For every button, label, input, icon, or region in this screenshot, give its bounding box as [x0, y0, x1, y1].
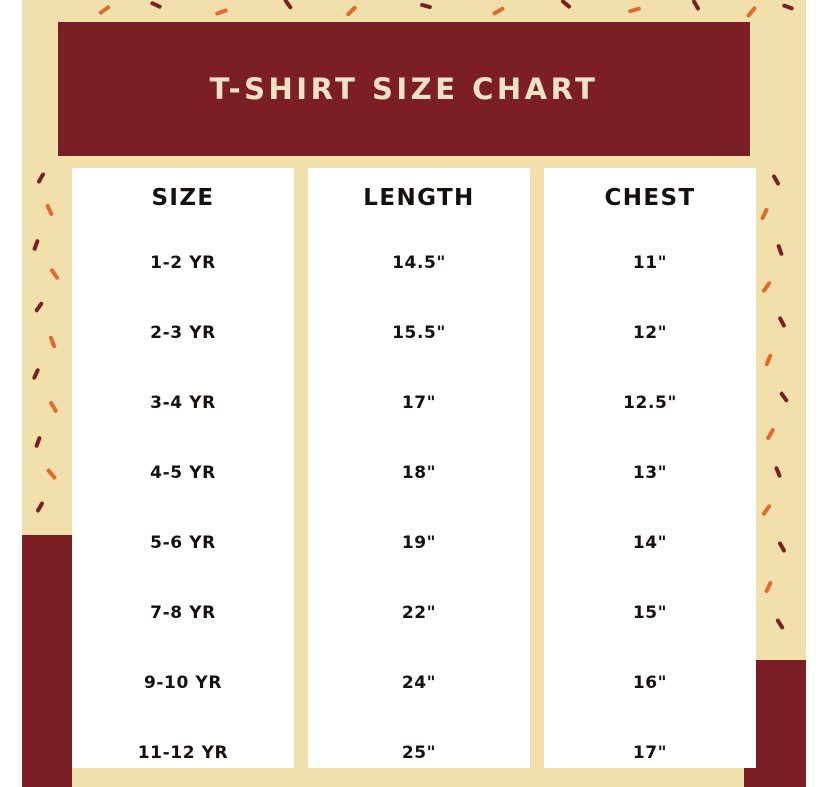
decorative-block-bottom-left [22, 535, 72, 787]
confetti-dash [764, 353, 773, 367]
page-title: T-SHIRT SIZE CHART [209, 72, 599, 106]
confetti-dash [782, 3, 795, 11]
confetti-dash [34, 301, 44, 313]
confetti-dash [774, 466, 782, 479]
confetti-dash [345, 5, 357, 17]
table-cell: 7-8 YR [150, 603, 216, 624]
table-column-length [308, 168, 530, 768]
table-cell: 25" [401, 743, 437, 764]
table-cell: 11" [632, 253, 668, 274]
confetti-dash [48, 335, 56, 349]
table-cell: 24" [401, 673, 437, 694]
table-cell: 14" [632, 533, 668, 554]
confetti-dash [32, 368, 41, 381]
table-cell: 15" [632, 603, 668, 624]
confetti-dash [49, 268, 60, 281]
confetti-dash [49, 400, 59, 413]
table-cell: 13" [632, 463, 668, 484]
confetti-dash [761, 504, 772, 517]
table-cell: 5-6 YR [150, 533, 216, 554]
confetti-dash [150, 1, 163, 10]
confetti-dash [761, 281, 772, 294]
confetti-dash [764, 580, 773, 593]
confetti-dash [777, 541, 786, 553]
table-cell: 1-2 YR [150, 253, 216, 274]
table-column-chest [544, 168, 756, 768]
confetti-dash [776, 244, 784, 257]
table-column-size [72, 168, 294, 768]
confetti-dash [779, 391, 789, 403]
confetti-dash [46, 468, 57, 481]
confetti-dash [771, 174, 780, 186]
table-cell: 12" [632, 323, 668, 344]
confetti-dash [34, 436, 42, 449]
confetti-dash [283, 0, 293, 10]
table-cell: 11-12 YR [137, 743, 229, 764]
header-banner [58, 22, 750, 156]
table-cell: 17" [632, 743, 668, 764]
table-cell: 16" [632, 673, 668, 694]
size-table [72, 168, 756, 768]
confetti-dash [98, 5, 111, 16]
table-cell: 14.5" [392, 253, 446, 274]
confetti-dash [775, 618, 785, 630]
table-cell: 22" [401, 603, 437, 624]
confetti-dash [628, 6, 642, 13]
table-cell: 2-3 YR [150, 323, 216, 344]
confetti-dash [777, 316, 786, 328]
table-cell: 12.5" [623, 393, 677, 414]
confetti-dash [420, 3, 433, 10]
page-edge-left [0, 0, 22, 787]
table-cell: 17" [401, 393, 437, 414]
confetti-dash [32, 239, 40, 252]
confetti-dash [766, 427, 776, 440]
table-cell: 3-4 YR [150, 393, 216, 414]
confetti-dash [215, 8, 229, 16]
column-header-chest: CHEST [604, 185, 696, 211]
confetti-dash [492, 6, 505, 16]
confetti-dash [35, 501, 44, 513]
column-cells-length [308, 228, 530, 787]
column-cells-chest [544, 228, 756, 787]
table-cell: 9-10 YR [143, 673, 223, 694]
column-header-length: LENGTH [363, 185, 475, 211]
confetti-dash [746, 6, 757, 19]
confetti-dash [760, 207, 769, 220]
confetti-dash [36, 172, 45, 184]
table-cell: 4-5 YR [150, 463, 216, 484]
column-header-size: SIZE [151, 185, 215, 211]
column-cells-size [72, 228, 294, 787]
confetti-dash [45, 203, 54, 216]
table-cell: 19" [401, 533, 437, 554]
table-cell: 18" [401, 463, 437, 484]
confetti-dash [691, 0, 700, 11]
confetti-dash [560, 0, 572, 9]
page-edge-right [806, 0, 828, 787]
table-cell: 15.5" [392, 323, 446, 344]
